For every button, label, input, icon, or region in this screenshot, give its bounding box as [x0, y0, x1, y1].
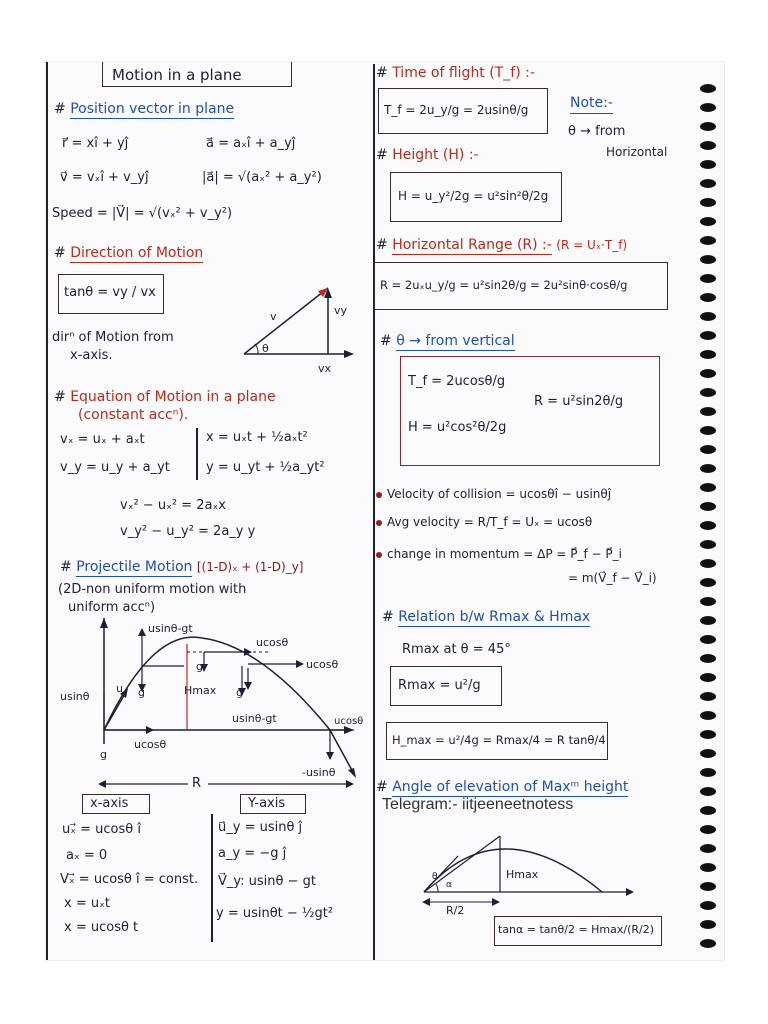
eq-speed: Speed = |V⃗| = √(vₓ² + v_y²)	[52, 206, 233, 221]
d-g4: g	[100, 748, 107, 761]
d-usin-gt2: usinθ-gt	[232, 712, 277, 725]
x-eq-4: x = uₓt	[64, 896, 110, 911]
r-heading-text: Horizontal Range (R) :-	[392, 237, 552, 253]
bullet-dot	[376, 520, 382, 526]
vert-h: H = u²cos²θ/2g	[408, 420, 507, 435]
eq-divider	[196, 428, 198, 480]
rel-box-1-text: Rmax = u²/g	[398, 678, 481, 693]
h-heading-text: Height (H) :-	[392, 147, 479, 163]
bullet-dot	[376, 492, 382, 498]
vert-heading: # θ → from vertical	[380, 333, 515, 349]
bullet-dot	[376, 552, 382, 558]
proj-heading: # Projectile Motion [(1-D)ₓ + (1-D)_y]	[60, 559, 304, 575]
d-usin: usinθ	[60, 690, 90, 703]
range-arrow	[96, 774, 356, 794]
eq-r: r⃗ = xî + yĵ	[62, 136, 129, 151]
d-neg-usin: -usinθ	[302, 766, 336, 779]
d-g3: g	[236, 686, 243, 699]
note-title: Note:-	[570, 94, 613, 114]
ang-formula: tanα = tanθ/2 = Hmax/(R/2)	[498, 923, 655, 936]
d-ucos-mid: ucosθ	[306, 658, 339, 671]
tf-heading-text: Time of flight (T_f) :-	[392, 65, 535, 81]
rel-heading-text: Relation b/w Rmax & Hmax	[398, 609, 591, 625]
proj-sub-1: (2D-non uniform motion with	[58, 582, 247, 597]
vert-r: R = u²sin2θ/g	[534, 394, 624, 409]
bullet-3	[376, 546, 622, 562]
position-heading-text: Position vector in plane	[70, 101, 235, 117]
eq-vy: v_y = u_y + a_yt	[60, 460, 170, 475]
rel-heading: # Relation b/w Rmax & Hmax	[382, 609, 591, 625]
xaxis-title: x-axis	[90, 796, 129, 811]
ang-hmax: Hmax	[506, 868, 539, 881]
r-formula: R = 2uₓu_y/g = u²sin2θ/g = 2u²sinθ·cosθ/g	[380, 278, 628, 292]
dirn-text-1: dirⁿ of Motion from	[52, 330, 174, 345]
tri-v-label: v	[270, 310, 277, 323]
tri-vx-label: vx	[318, 362, 332, 375]
vert-heading-text: θ → from vertical	[396, 333, 515, 349]
telegram-watermark: Telegram:- iitjeeneetnotess	[382, 796, 574, 813]
eq-vx2: vₓ² − uₓ² = 2aₓx	[120, 498, 226, 513]
y-eq-2: a_y = −g ĵ	[218, 846, 287, 861]
proj-sub-2: uniform accⁿ)	[68, 600, 156, 615]
rel-1: Rmax at θ = 45°	[402, 642, 511, 657]
angle-heading-text: Angle of elevation of Maxᵐ height	[392, 779, 629, 795]
position-heading: # Position vector in plane	[54, 101, 235, 117]
note-2: Horizontal	[606, 145, 668, 159]
angle-heading: # Angle of elevation of Maxᵐ height	[376, 779, 629, 795]
eq-x: x = uₓt + ½aₓt²	[206, 430, 308, 445]
eq-vx: vₓ = uₓ + aₓt	[60, 432, 145, 447]
d-g1: g	[138, 686, 145, 699]
r-heading-paren: (R = Uₓ·T_f)	[556, 238, 628, 252]
bullet-2	[376, 514, 592, 530]
bullet-1-text: Velocity of collision = ucosθî − usinθĵ	[387, 487, 612, 501]
ang-r2: R/2	[446, 904, 465, 917]
y-eq-1: u⃗_y = usinθ ĵ	[218, 820, 303, 835]
column-divider	[373, 64, 375, 960]
dirn-text-2: x-axis.	[70, 348, 113, 363]
projectile-diagram	[92, 618, 364, 788]
tf-heading: # Time of flight (T_f) :-	[376, 65, 535, 81]
note-1: θ → from	[568, 124, 626, 139]
vert-box	[400, 356, 660, 466]
tan-formula: tanθ = vy / vx	[64, 285, 156, 300]
d-ucos-top: ucosθ	[256, 636, 289, 649]
proj-bracket: [(1-D)ₓ + (1-D)_y]	[196, 560, 304, 574]
eq-heading: # Equation of Motion in a plane	[54, 389, 276, 405]
bullet-1	[376, 486, 611, 502]
bullet-2-text: Avg velocity = R/T_f = Uₓ = ucosθ	[387, 515, 593, 529]
ang-alpha: α	[446, 880, 452, 890]
eq-heading-text: Equation of Motion in a plane	[70, 389, 276, 405]
x-eq-3: Vₓ⃗ = ucosθ î = const.	[60, 872, 199, 887]
eq-v: v⃗ = vₓî + v_yĵ	[60, 170, 149, 185]
y-eq-3: V⃗_y: usinθ − gt	[218, 874, 316, 889]
d-usin-gt: usinθ-gt	[148, 622, 193, 635]
d-u: u	[116, 682, 123, 695]
eq-subheading: (constant accⁿ).	[78, 407, 189, 423]
d-ucos-bottom: ucosθ	[134, 738, 167, 751]
d-g2: g	[196, 660, 203, 673]
tri-vy-label: vy	[334, 304, 348, 317]
page-title: Motion in a plane	[112, 66, 242, 84]
h-heading: # Height (H) :-	[376, 147, 479, 163]
proj-heading-text: Projectile Motion	[76, 559, 193, 575]
x-eq-5: x = ucosθ t	[64, 920, 139, 935]
direction-heading: # Direction of Motion	[54, 245, 204, 261]
rel-box-2-text: H_max = u²/4g = Rmax/4 = R tanθ/4	[392, 733, 606, 747]
h-formula: H = u_y²/2g = u²sin²θ/2g	[398, 189, 549, 203]
velocity-triangle	[236, 280, 366, 380]
eq-amag: |a⃗| = √(aₓ² + a_y²)	[202, 170, 322, 185]
elevation-diagram	[412, 812, 638, 908]
d-ucos-right: ucosθ	[334, 716, 364, 727]
eq-y: y = u_yt + ½a_yt²	[206, 460, 325, 475]
eq-a: a⃗ = aₓî + a_yĵ	[206, 136, 296, 151]
x-eq-2: aₓ = 0	[66, 848, 108, 863]
bullet-3b: = m(V⃗_f − V⃗_i)	[568, 571, 657, 585]
r-heading: # Horizontal Range (R) :- (R = Uₓ·T_f)	[376, 237, 628, 253]
x-eq-1: uₓ⃗ = ucosθ î	[62, 822, 141, 837]
tf-formula: T_f = 2u_y/g = 2usinθ/g	[384, 103, 529, 117]
d-range: R	[192, 776, 202, 791]
axis-table-divider	[211, 814, 213, 942]
ang-theta: θ	[432, 872, 438, 882]
d-hmax: Hmax	[184, 684, 217, 697]
vert-tf: T_f = 2ucosθ/g	[408, 374, 506, 389]
eq-vy2: v_y² − u_y² = 2a_y y	[120, 524, 256, 539]
direction-heading-text: Direction of Motion	[70, 245, 204, 261]
bullet-3-text: change in momentum = ΔP = P⃗_f − P⃗_i	[387, 547, 622, 561]
yaxis-title: Y-axis	[248, 796, 286, 811]
tri-theta-label: θ	[262, 342, 269, 355]
y-eq-4: y = usinθt − ½gt²	[216, 906, 334, 921]
